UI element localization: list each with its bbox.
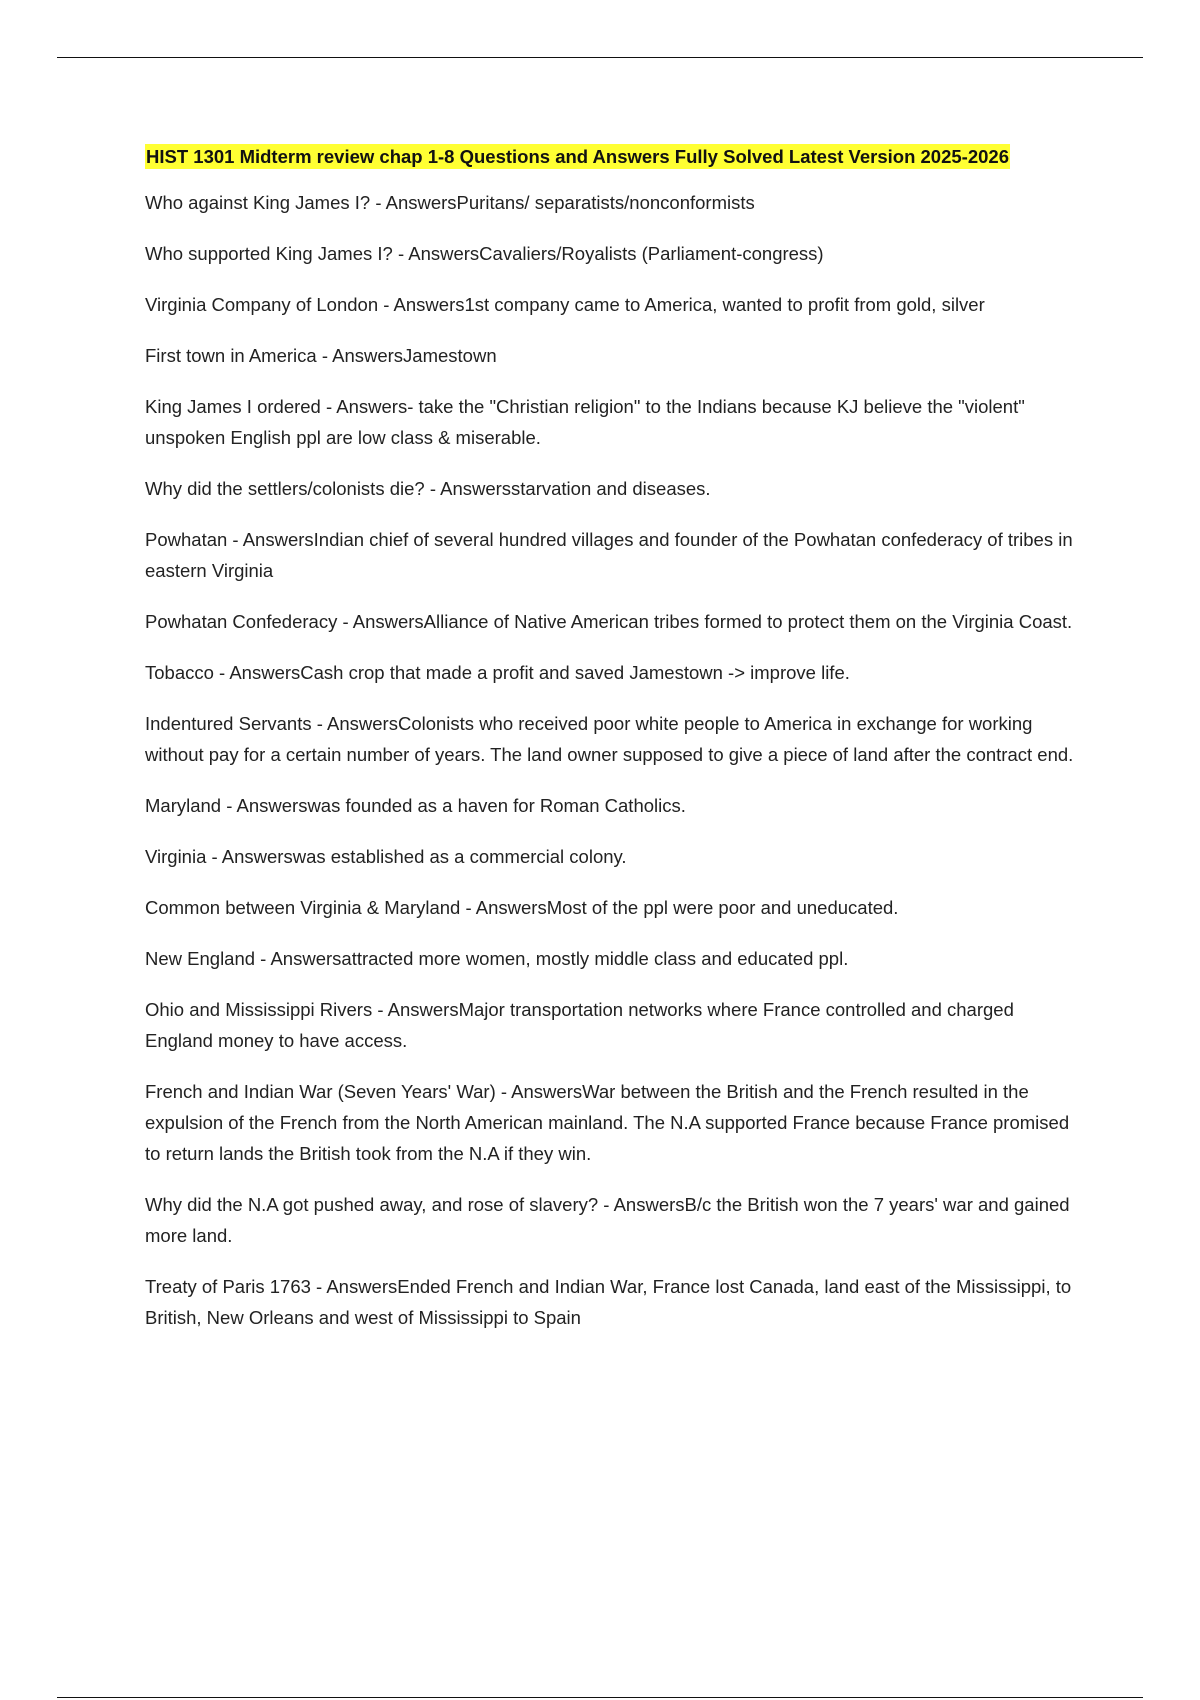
qa-entry: Powhatan Confederacy - AnswersAlliance of Native American tribes formed to protect them on the Virginia Coast.: [145, 611, 1073, 632]
qa-entry: Who against King James I? - AnswersPuritans/ separatists/nonconformists: [145, 192, 755, 213]
qa-entry: Virginia Company of London - Answers1st company came to America, wanted to profit from gold, silver: [145, 294, 985, 315]
document-body: [145, 144, 1080, 1353]
qa-entry: Powhatan - AnswersIndian chief of several hundred villages and founder of the Powhatan confederacy of tribes in eastern Virginia: [145, 529, 1073, 581]
qa-entry: First town in America - AnswersJamestown: [145, 345, 497, 366]
top-rule: [57, 57, 1143, 58]
qa-entry: Treaty of Paris 1763 - AnswersEnded French and Indian War, France lost Canada, land east of the Mississippi, to British, New Orleans and west of Mississippi to Spain: [145, 1276, 1072, 1328]
qa-entry: King James I ordered - Answers- take the "Christian religion" to the Indians because KJ believe the "violent" unspoken English ppl are low class & miserable.: [145, 396, 1025, 448]
qa-entry: Indentured Servants - AnswersColonists who received poor white people to America in exchange for working without pay for a certain number of years. The land owner supposed to give a piece of land after the contract end.: [145, 713, 1074, 765]
qa-list: [145, 187, 1080, 1333]
qa-entry: Why did the N.A got pushed away, and rose of slavery? - AnswersB/c the British won the 7 years' war and gained more land.: [145, 1194, 1070, 1246]
qa-entry: New England - Answersattracted more women, mostly middle class and educated ppl.: [145, 948, 849, 969]
qa-entry: Who supported King James I? - AnswersCavaliers/Royalists (Parliament-congress): [145, 243, 824, 264]
qa-entry: Tobacco - AnswersCash crop that made a profit and saved Jamestown -> improve life.: [145, 662, 850, 683]
qa-entry: Common between Virginia & Maryland - AnswersMost of the ppl were poor and uneducated.: [145, 897, 899, 918]
qa-entry: Ohio and Mississippi Rivers - AnswersMajor transportation networks where France controlled and charged England money to have access.: [145, 999, 1014, 1051]
document-title: HIST 1301 Midterm review chap 1-8 Questions and Answers Fully Solved Latest Version 2025-2026: [146, 146, 1009, 167]
qa-entry: French and Indian War (Seven Years' War) - AnswersWar between the British and the French resulted in the expulsion of the French from the North American mainland. The N.A supported France because France promised to return lands the British took from the N.A if they win.: [145, 1081, 1070, 1164]
qa-entry: Maryland - Answerswas founded as a haven for Roman Catholics.: [145, 795, 686, 816]
qa-entry: Why did the settlers/colonists die? - Answersstarvation and diseases.: [145, 478, 711, 499]
bottom-rule: [57, 1697, 1143, 1698]
qa-entry: Virginia - Answerswas established as a commercial colony.: [145, 846, 627, 867]
